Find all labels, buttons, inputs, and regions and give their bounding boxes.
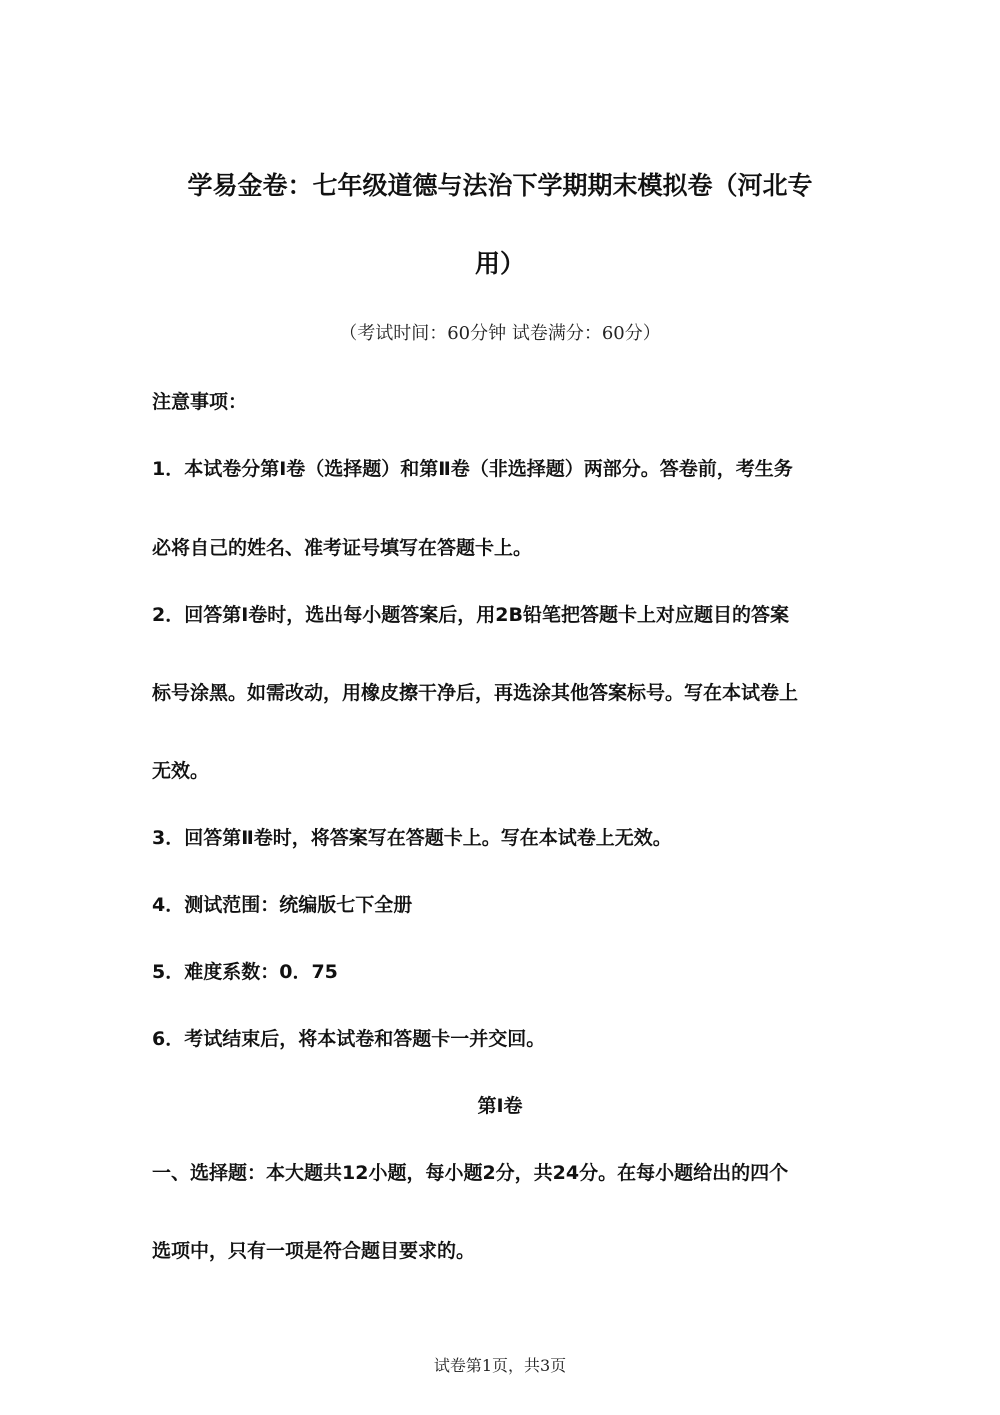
question-section-instruction: 选项中，只有一项是符合题目要求的。 <box>152 1240 476 1262</box>
notice-line: 1．本试卷分第Ⅰ卷（选择题）和第Ⅱ卷（非选择题）两部分。答卷前，考生务 <box>152 458 793 480</box>
exam-title-line-1: 学易金卷：七年级道德与法治下学期期末模拟卷（河北专 <box>187 171 813 200</box>
page-footer: 试卷第1页，共3页 <box>433 1356 567 1375</box>
notice-line: 4．测试范围：统编版七下全册 <box>152 894 413 916</box>
notice-line: 标号涂黑。如需改动，用橡皮擦干净后，再选涂其他答案标号。写在本试卷上 <box>152 682 799 704</box>
notice-line: 无效。 <box>152 760 210 782</box>
notice-line: 5．难度系数：0．75 <box>152 961 338 983</box>
exam-time-and-score: （考试时间：60分钟 试卷满分：60分） <box>339 323 661 344</box>
notice-line: 2．回答第Ⅰ卷时，选出每小题答案后，用2B铅笔把答题卡上对应题目的答案 <box>152 604 789 626</box>
exam-title-line-2: 用） <box>474 249 525 278</box>
notice-line: 3．回答第Ⅱ卷时，将答案写在答题卡上。写在本试卷上无效。 <box>152 827 672 849</box>
notice-heading: 注意事项： <box>152 391 248 413</box>
notice-line: 必将自己的姓名、准考证号填写在答题卡上。 <box>152 537 533 559</box>
part-one-heading: 第Ⅰ卷 <box>477 1095 523 1117</box>
notice-line: 6．考试结束后，将本试卷和答题卡一并交回。 <box>152 1028 546 1050</box>
question-section-instruction: 一、选择题：本大题共12小题，每小题2分，共24分。在每小题给出的四个 <box>152 1162 789 1184</box>
